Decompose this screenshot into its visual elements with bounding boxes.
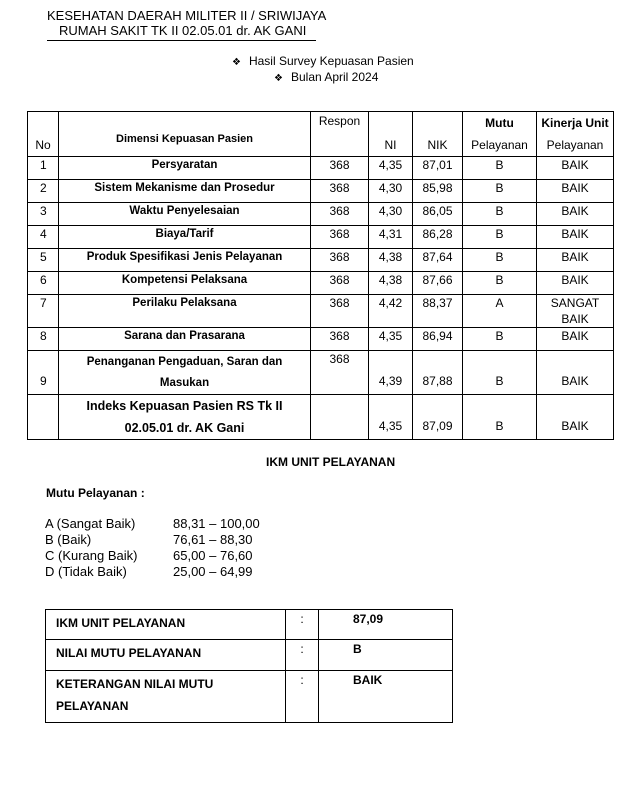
col-header-nik: NIK [413,112,463,157]
row-dimension-line1: Penanganan Pengaduan, Saran dan [86,356,283,368]
summary-separator: : [286,610,319,640]
header-line-1: KESEHATAN DAERAH MILITER II / SRIWIJAYA [47,8,327,23]
subtitle-line-1 [232,54,414,70]
row-respon: 368 [311,180,369,203]
legend-grade: A (Sangat Baik) [45,516,136,531]
summary-label: IKM UNIT PELAYANAN [46,610,286,640]
row-ni: 4,35 [369,328,413,351]
row-no: 3 [28,203,59,226]
table-row [28,180,614,203]
col-header-respon: Respon [311,112,369,157]
row-mutu: B [463,180,537,203]
summary-label-line1: KETERANGAN NILAI MUTU [56,677,214,691]
col-header-dimension: Dimensi Kepuasan Pasien [59,112,311,157]
index-label-line2: 02.05.01 dr. AK Gani [124,421,245,435]
subtitle-line-2 [274,70,378,86]
summary-value: B [319,640,453,671]
row-nik: 86,94 [413,328,463,351]
legend-item [45,516,260,532]
row-respon: 368 [311,226,369,249]
col-header-no: No [28,112,59,157]
index-mutu: B [463,395,537,440]
header-line-2: RUMAH SAKIT TK II 02.05.01 dr. AK GANI [47,23,316,41]
grade-legend [45,516,260,580]
row-nik: 87,66 [413,272,463,295]
mutu-pelayanan-label: Mutu Pelayanan : [46,486,145,500]
legend-grade: D (Tidak Baik) [45,564,127,579]
legend-range: 65,00 – 76,60 [173,548,253,563]
row-mutu: B [463,328,537,351]
row-respon: 368 [311,328,369,351]
col-header-ni: NI [369,112,413,157]
col-header-mutu [463,112,537,157]
row-mutu: B [463,226,537,249]
legend-item [45,548,260,564]
row-mutu: B [463,351,537,395]
row-respon: 368 [311,272,369,295]
row-respon: 368 [311,295,369,328]
survey-results-table [27,111,614,440]
summary-table [45,609,453,723]
survey-period: Bulan April 2024 [290,70,379,84]
row-kinerja: BAIK [537,157,614,180]
row-no: 1 [28,157,59,180]
row-dimension: Perilaku Pelaksana [59,295,311,328]
diamond-bullet-icon: ❖ [274,73,283,84]
col-header-mutu-line1: Mutu [485,116,514,130]
legend-grade: C (Kurang Baik) [45,548,138,563]
row-nik: 87,88 [413,351,463,395]
row-respon: 368 [311,249,369,272]
summary-row [46,671,453,723]
col-header-mutu-line2: Pelayanan [471,138,528,152]
summary-value: BAIK [319,671,453,723]
row-mutu: A [463,295,537,328]
row-kinerja: BAIK [537,328,614,351]
legend-item [45,532,260,548]
row-respon: 368 [311,203,369,226]
table-row [28,328,614,351]
row-dimension-line2: Masukan [159,377,210,389]
table-row [28,203,614,226]
summary-label [46,671,286,723]
legend-grade: B (Baik) [45,532,92,547]
row-nik: 88,37 [413,295,463,328]
row-mutu: B [463,249,537,272]
index-ni: 4,35 [369,395,413,440]
row-dimension [59,351,311,395]
row-kinerja: BAIK [537,203,614,226]
row-dimension: Kompetensi Pelaksana [59,272,311,295]
row-nik: 85,98 [413,180,463,203]
row-no: 6 [28,272,59,295]
row-kinerja: BAIK [537,272,614,295]
row-dimension: Persyaratan [59,157,311,180]
row-dimension: Waktu Penyelesaian [59,203,311,226]
row-kinerja: BAIK [537,249,614,272]
row-nik: 87,64 [413,249,463,272]
row-nik: 86,05 [413,203,463,226]
row-ni: 4,35 [369,157,413,180]
table-row [28,272,614,295]
index-respon-empty [311,395,369,440]
row-dimension: Biaya/Tarif [59,226,311,249]
summary-separator: : [286,671,319,723]
legend-range: 88,31 – 100,00 [173,516,260,531]
row-kinerja: BAIK [537,180,614,203]
row-no: 4 [28,226,59,249]
row-ni: 4,31 [369,226,413,249]
summary-value: 87,09 [319,610,453,640]
row-mutu: B [463,272,537,295]
row-kinerja: SANGAT BAIK [537,295,614,328]
row-ni: 4,38 [369,249,413,272]
legend-item [45,564,260,580]
row-nik: 87,01 [413,157,463,180]
row-respon: 368 [311,157,369,180]
row-dimension: Produk Spesifikasi Jenis Pelayanan [59,249,311,272]
row-ni: 4,38 [369,272,413,295]
row-no: 9 [28,351,59,395]
table-row [28,351,614,395]
summary-row [46,640,453,671]
table-row [28,157,614,180]
col-header-kinerja [537,112,614,157]
diamond-bullet-icon: ❖ [232,57,241,68]
index-row [28,395,614,440]
table-header-row [28,112,614,157]
summary-separator: : [286,640,319,671]
index-label [59,395,311,440]
row-dimension: Sarana dan Prasarana [59,328,311,351]
col-header-kinerja-line2: Pelayanan [546,138,604,152]
row-no: 7 [28,295,59,328]
table-row [28,226,614,249]
index-label-line1: Indeks Kepuasan Pasien RS Tk II [86,399,283,413]
row-no: 5 [28,249,59,272]
row-no: 2 [28,180,59,203]
row-ni: 4,30 [369,180,413,203]
row-dimension: Sistem Mekanisme dan Prosedur [59,180,311,203]
row-ni: 4,39 [369,351,413,395]
row-ni: 4,30 [369,203,413,226]
survey-title: Hasil Survey Kepuasan Pasien [248,54,414,68]
summary-row [46,610,453,640]
row-mutu: B [463,157,537,180]
index-no-empty [28,395,59,440]
row-mutu: B [463,203,537,226]
col-header-kinerja-line1: Kinerja Unit [541,116,609,130]
index-nik: 87,09 [413,395,463,440]
table-row [28,249,614,272]
legend-range: 76,61 – 88,30 [173,532,253,547]
ikm-section-title: IKM UNIT PELAYANAN [266,455,396,469]
summary-label: NILAI MUTU PELAYANAN [46,640,286,671]
row-kinerja: BAIK [537,351,614,395]
summary-label-line2: PELAYANAN [56,699,129,713]
row-no: 8 [28,328,59,351]
row-kinerja: BAIK [537,226,614,249]
row-ni: 4,42 [369,295,413,328]
table-row [28,295,614,328]
index-kinerja: BAIK [537,395,614,440]
legend-range: 25,00 – 64,99 [173,564,253,579]
row-respon: 368 [311,351,369,395]
row-nik: 86,28 [413,226,463,249]
